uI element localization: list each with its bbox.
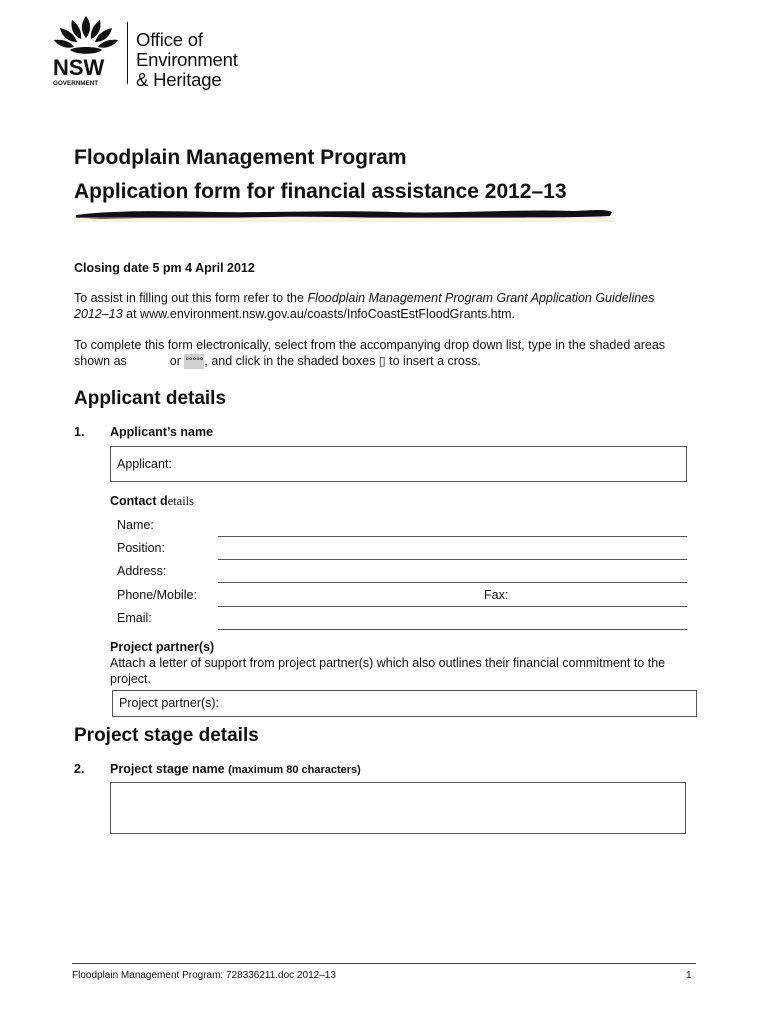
contact-address-input-line[interactable] — [218, 582, 687, 583]
contact-details-heading — [110, 494, 194, 509]
closing-date: Closing date 5 pm 4 April 2012 — [74, 261, 255, 275]
question-1-label: Applicant’s name — [110, 425, 214, 439]
contact-heading-rest: etails — [167, 494, 195, 508]
instructions-or: or — [169, 353, 181, 368]
question-2-label — [110, 762, 361, 776]
applicant-name-field[interactable] — [110, 446, 687, 482]
project-partner-instructions: Attach a letter of support from project partner(s) which also outlines their financial commitment to the project. — [110, 656, 666, 686]
contact-position-label: Position: — [117, 541, 165, 555]
contact-heading-bold: Contact d — [110, 494, 168, 508]
contact-phone-row[interactable] — [110, 584, 687, 607]
contact-name-row[interactable] — [110, 514, 687, 537]
instructions-text: To complete this form electronically, select from the accompanying drop down list, type in the shaded areas shown as — [74, 338, 666, 368]
project-partner-heading: Project partner(s) — [110, 640, 215, 654]
intro-paragraph-guidelines — [74, 291, 684, 322]
question-2-number: 2. — [74, 762, 85, 776]
shaded-field-example: °°°°° — [184, 354, 204, 370]
question-1-number: 1. — [74, 425, 85, 439]
logo-divider — [127, 22, 128, 84]
intro-url-text: at www.environment.nsw.gov.au/coasts/InfoCoastEstFloodGrants.htm. — [122, 306, 515, 321]
document-subtitle: Application form for financial assistance 2012–13 — [74, 180, 567, 203]
organisation-name — [136, 30, 238, 90]
org-line-1: Office of — [136, 29, 203, 50]
project-partner-field[interactable] — [112, 690, 697, 717]
question-2-label-text: Project stage name — [110, 762, 225, 776]
contact-position-row[interactable] — [110, 537, 687, 560]
contact-name-label: Name: — [117, 518, 154, 532]
footer-divider — [72, 963, 696, 964]
section-heading-project-stage-details: Project stage details — [74, 725, 259, 746]
org-line-2: Environment — [136, 49, 238, 70]
svg-text:NSW: NSW — [53, 55, 105, 80]
footer-document-info: Floodplain Management Program: 728336211.doc 2012–13 — [72, 970, 336, 981]
project-partner-label: Project partner(s): — [119, 696, 220, 710]
section-heading-applicant-details: Applicant details — [74, 388, 227, 409]
waratah-icon — [50, 14, 122, 88]
contact-fax-label: Fax: — [484, 588, 509, 602]
svg-text:GOVERNMENT: GOVERNMENT — [53, 80, 99, 87]
contact-address-row[interactable] — [110, 560, 687, 583]
applicant-field-label: Applicant: — [117, 457, 172, 471]
document-title: Floodplain Management Program — [74, 146, 407, 169]
contact-email-label: Email: — [117, 611, 152, 625]
contact-phone-label: Phone/Mobile: — [117, 588, 197, 602]
contact-email-row[interactable] — [110, 607, 687, 630]
guidelines-title: Floodplain Management Program Grant Application Guidelines 2012–13 — [74, 291, 655, 321]
question-2-note: (maximum 80 characters) — [228, 764, 361, 776]
instructions-end-text: , and click in the shaded boxes ▯ to insert a cross. — [204, 353, 481, 368]
org-line-3: & Heritage — [136, 69, 222, 90]
brush-stroke-divider — [74, 206, 614, 222]
intro-text: To assist in filling out this form refer to the — [74, 291, 308, 305]
contact-address-label: Address: — [117, 564, 167, 578]
project-stage-name-field[interactable] — [110, 782, 686, 834]
page-number: 1 — [686, 970, 692, 981]
contact-email-input-line[interactable] — [218, 629, 687, 630]
intro-paragraph-instructions — [74, 338, 684, 369]
nsw-government-logo — [50, 14, 122, 88]
